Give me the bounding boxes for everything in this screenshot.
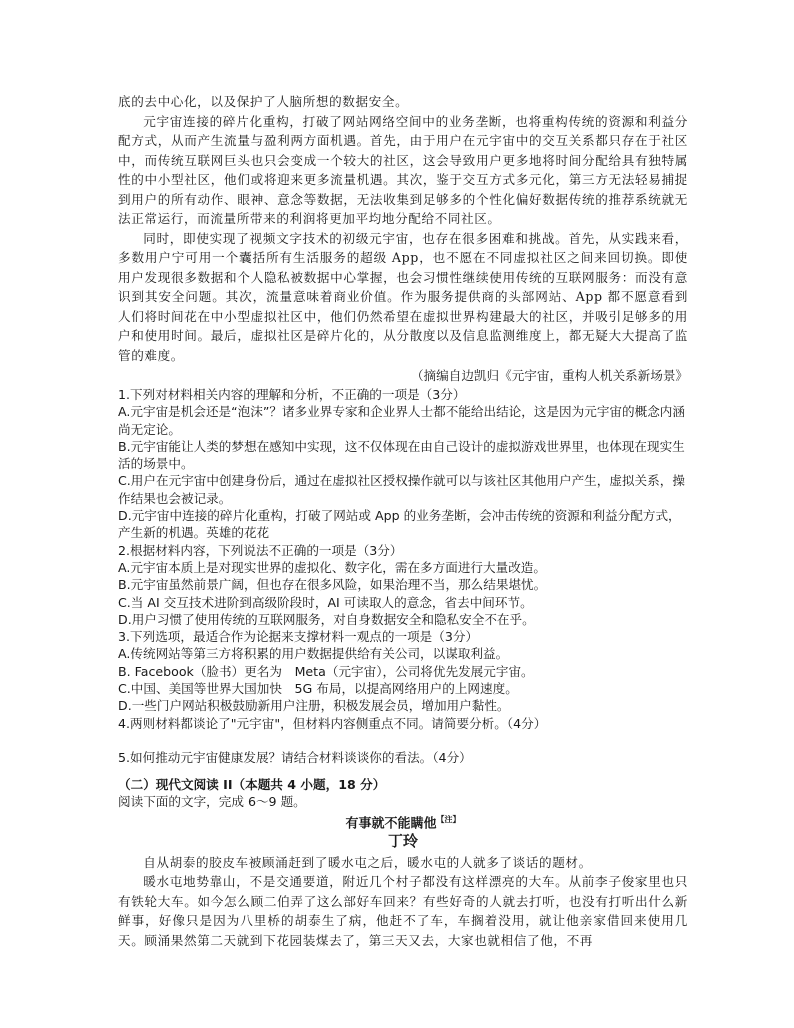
question-3: 3.下列选项，最适合作为论据来支撑材料一观点的一项是（3分） — [118, 629, 479, 645]
passage-one — [118, 92, 688, 365]
question-list — [118, 386, 688, 766]
question-5: 5.如何推动元宇宙健康发展？请结合材料谈谈你的看法。（4分） — [118, 749, 472, 765]
story-title — [118, 811, 688, 832]
option-1d: D.元宇宙中连接的碎片化重构，打破了网站或 App 的业务垄断，会冲击传统的资源和利益分配方式，产生新的机遇。英雄的花花 — [118, 508, 681, 541]
document-page — [118, 92, 688, 950]
option-1c: C.用户在元宇宙中创建身份后，通过在虚拟社区授权操作就可以与该社区其他用户产生，虚拟关系，操作结果也会被记录。 — [118, 473, 685, 506]
paragraph: 底的去中心化，以及保护了人脑所想的数据安全。 — [118, 94, 409, 109]
option-3d: D.一些门户网站积极鼓励新用户注册，积极发展会员，增加用户黏性。 — [118, 698, 510, 714]
question-2: 2.根据材料内容，下列说法不正确的一项是（3分） — [118, 542, 403, 558]
option-3a: A.传统网站等第三方将积累的用户数据提供给有关公司，以谋取利益。 — [118, 646, 509, 662]
note-mark: 【注】 — [436, 814, 461, 824]
option-2c: C.当 AI 交互技术进阶到高级阶段时，AI 可读取人的意念，省去中间环节。 — [118, 594, 533, 610]
option-3b: B. Facebook（脸书）更名为 Meta（元宇宙），公司将优先发展元宇宙。 — [118, 663, 534, 679]
paragraph: 元宇宙连接的碎片化重构，打破了网站网络空间中的业务垄断，也将重构传统的资源和利益分配方式，从而产生流量与盈利两方面机遇。首先，由于用户在元宇宙中的交互关系都只存在于社区中，而传统互联网巨头也只会变成一个较大的社区，这会导致用户更多地将时间分配给具有独特属性的中小型社区，他们或将迎来更多流量机遇。其次，鉴于交互方式多元化，第三方无法轻易捕捉到用户的所有动作、眼神、意念等数据，无法收集到足够多的个性化偏好数据传统的推荐系统就无法正常运行，而流量所带来的利润将更加平均地分配给不同社区。 — [118, 113, 688, 226]
option-1a: A.元宇宙是机会还是“泡沫”？诸多业界专家和企业界人士都不能给出结论，这是因为元宇宙的概念内涵尚无定论。 — [118, 404, 685, 437]
instruction — [118, 793, 688, 810]
source-citation: （摘编自边凯归《元宇宙，重构人机关系新场景》 — [410, 368, 688, 383]
option-2a: A.元宇宙本质上是对现实世界的虚拟化、数字化，需在多方面进行大量改造。 — [118, 559, 546, 575]
story-title-text: 有事就不能瞒他 — [345, 815, 437, 831]
instruction-text: 阅读下面的文字，完成 6～9 题。 — [118, 794, 306, 810]
option-3c: C.中国、美国等世界大国加快 5G 布局，以提高网络用户的上网速度。 — [118, 681, 518, 697]
section-heading: （二）现代文阅读 II（本题共 4 小题，18 分） — [118, 777, 386, 793]
paragraph: 同时，即使实现了视频文字技术的初级元宇宙，也存在很多困难和挑战。首先，从实践来看，多数用户宁可用一个囊括所有生活服务的超级 App，也不愿在不同虚拟社区之间来回切换。即使用户发现很多数据和个人隐私被数据中心掌握，也会习惯性继续使用传统的互联网服务：而没有意识到其安全问题。其次，流量意味着商业价值。作为服务提供商的头部网站、App 都不愿意看到人们将时间花在中小型虚拟社区中，他们仍然希望在虚拟世界构建最大的社区，并吸引足够多的用户和使用时间。最后，虚拟社区是碎片化的，从分散度以及信息监测维度上，都无疑大大提高了监管的难度。 — [118, 230, 688, 363]
paragraph: 自从胡泰的胶皮车被顾涌赶到了暖水屯之后，暖水屯的人就多了谈话的题材。 — [143, 854, 592, 870]
question-4: 4.两则材料都谈论了"元宇宙"，但材料内容侧重点不同。请简要分析。（4分） — [118, 715, 547, 731]
option-1b: B.元宇宙能让人类的梦想在感知中实现，这不仅体现在由自己设计的虚拟游戏世界里，也体现在现实生活的场景中。 — [118, 438, 685, 472]
question-1: 1.下列对材料相关内容的理解和分析，不正确的一项是（3分） — [118, 387, 466, 402]
story-body — [118, 853, 688, 951]
option-2b: B.元宇宙虽然前景广阔，但也存在很多风险，如果治理不当，那么结果堪忧。 — [118, 577, 547, 593]
paragraph: 暖水屯地势靠山，不是交通要道，附近几个村子都没有这样漂亮的大车。从前李子俊家里也只有铁轮大车。如今怎么顾二伯弄了这么部好车回来？有些好奇的人就去打听，也没有打听出什么新鲜事，好像只是因为八里桥的胡泰生了病，他赶不了车，车搁着没用，就让他亲家借回来使用几天。顾涌果然第二天就到下花园装煤去了，第三天又去，大家也就相信了他，不再 — [118, 874, 688, 948]
author-name: 丁玲 — [387, 831, 418, 850]
option-2d: D.用户习惯了使用传统的互联网服务，对自身数据安全和隐私安全不在乎。 — [118, 611, 535, 627]
